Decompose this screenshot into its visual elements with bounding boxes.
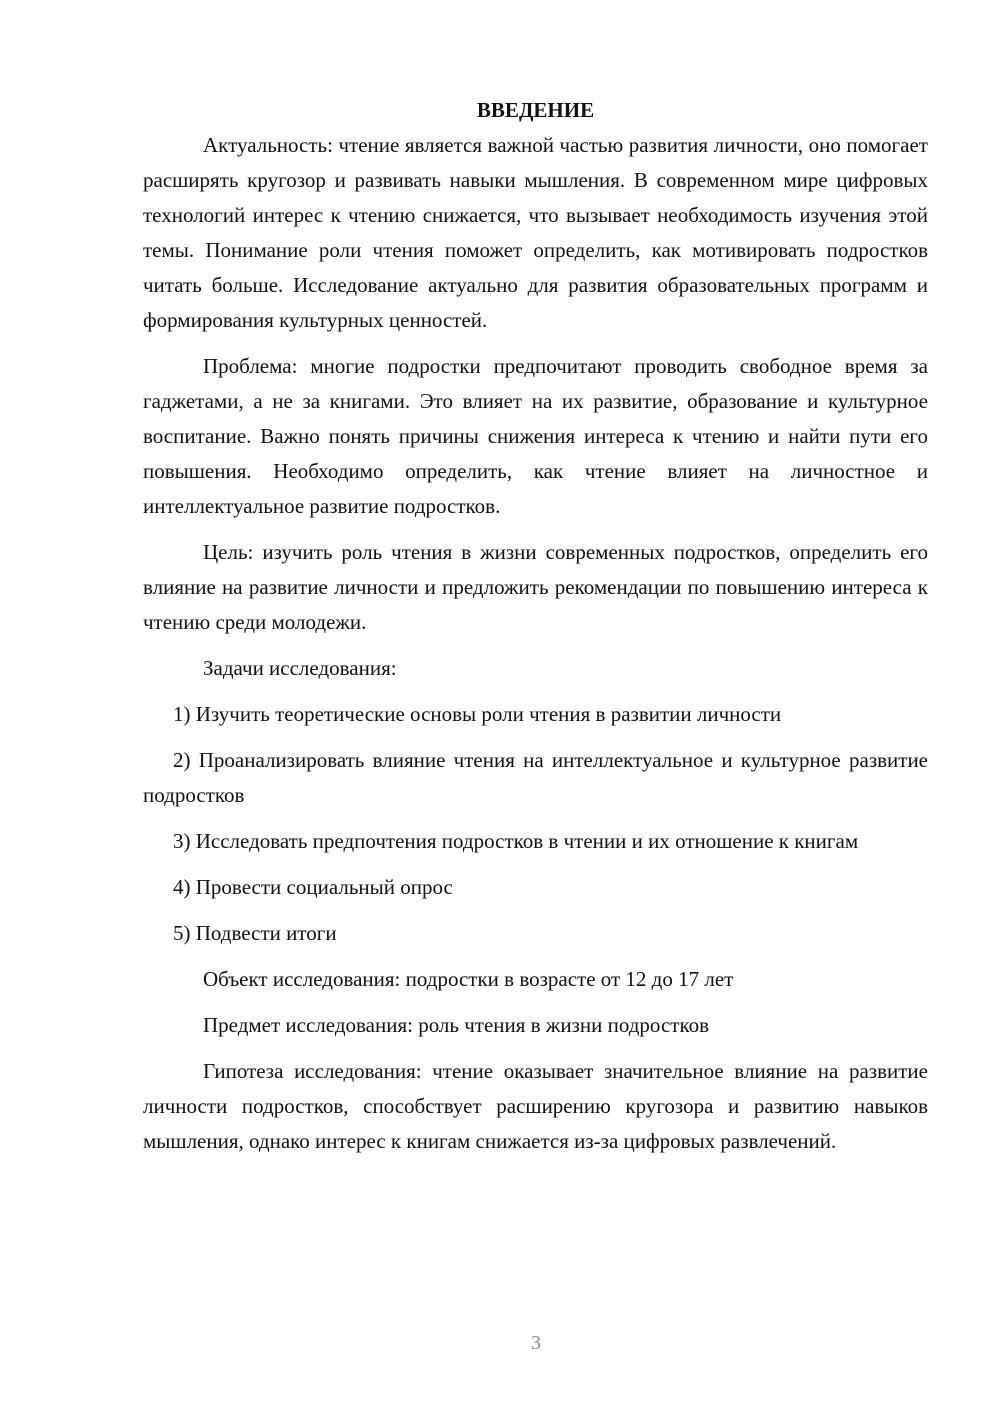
page-number: 3	[531, 1332, 541, 1354]
task-item-5: 5) Подвести итоги	[173, 921, 337, 945]
paragraph-hypothesis: Гипотеза исследования: чтение оказывает значительное влияние на развитие личности подростков, способствует расширению кругозора и развитию навыков мышления, однако интерес к книгам снижается из-за цифровых развлечений.	[143, 1059, 928, 1153]
paragraph-goal: Цель: изучить роль чтения в жизни современных подростков, определить его влияние на развитие личности и предложить рекомендации по повышению интереса к чтению среди молодежи.	[143, 540, 928, 634]
task-item-2: 2) Проанализировать влияние чтения на интеллектуальное и культурное развитие подростков	[143, 748, 928, 807]
paragraph-object: Объект исследования: подростки в возрасте от 12 до 17 лет	[203, 967, 734, 991]
tasks-heading: Задачи исследования:	[203, 656, 397, 680]
task-item-1: 1) Изучить теоретические основы роли чтения в развитии личности	[173, 702, 782, 726]
paragraph-problem: Проблема: многие подростки предпочитают проводить свободное время за гаджетами, а не за книгами. Это влияет на их развитие, образование и культурное воспитание. Важно понять причины снижения интереса к чтению и найти пути его повышения. Необходимо определить, как чтение влияет на личностное и интеллектуальное развитие подростков.	[143, 354, 928, 518]
section-heading: ВВЕДЕНИЕ	[476, 98, 595, 122]
paragraph-relevance: Актуальность: чтение является важной частью развития личности, оно помогает расширять кругозор и развивать навыки мышления. В современном мире цифровых технологий интерес к чтению снижается, что вызывает необходимость изучения этой темы. Понимание роли чтения поможет определить, как мотивировать подростков читать больше. Исследование актуально для развития образовательных программ и формирования культурных ценностей.	[143, 133, 928, 332]
document-page	[143, 93, 928, 1159]
task-item-4: 4) Провести социальный опрос	[173, 875, 453, 899]
task-item-3: 3) Исследовать предпочтения подростков в чтении и их отношение к книгам	[173, 829, 859, 853]
paragraph-subject: Предмет исследования: роль чтения в жизни подростков	[203, 1013, 709, 1037]
